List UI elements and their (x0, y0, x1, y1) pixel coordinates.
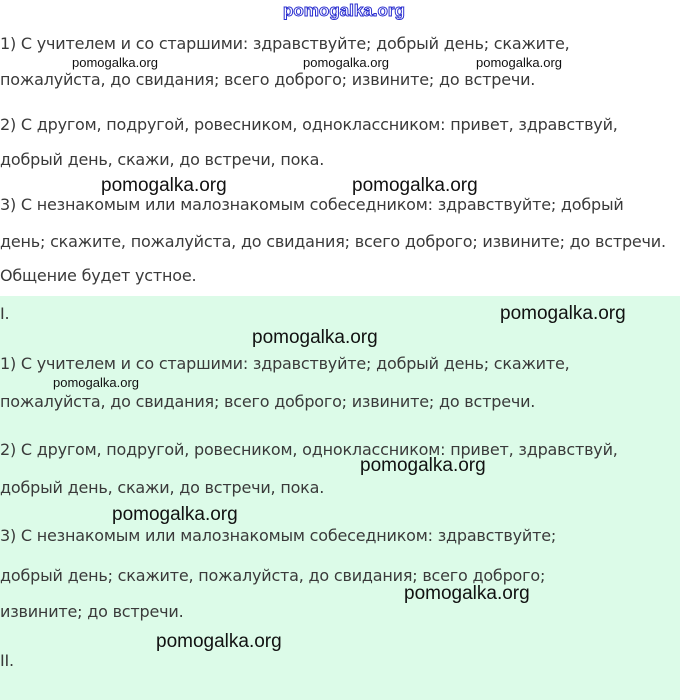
watermark: pomogalka.org (252, 327, 378, 348)
text-line: 2) С другом, подругой, ровесником, одноклассником: привет, здравствуй, (0, 440, 618, 459)
top-text-section (0, 0, 680, 296)
watermark: pomogalka.org (112, 504, 238, 525)
watermark: pomogalka.org (156, 631, 282, 652)
text-line: извините; до встречи. (0, 602, 184, 621)
watermark: pomogalka.org (53, 375, 139, 390)
text-line: 1) С учителем и со старшими: здравствуйте; добрый день; скажите, (0, 354, 570, 373)
watermark: pomogalka.org (476, 55, 562, 70)
text-line: пожалуйста, до свидания; всего доброго; извините; до встречи. (0, 70, 536, 89)
text-line: 1) С учителем и со старшими: здравствуйте; добрый день; скажите, (0, 34, 570, 53)
text-line: 3) С незнакомым или малознакомым собеседником: здравствуйте; добрый (0, 195, 624, 214)
bottom-text-section (0, 296, 680, 700)
watermark: pomogalka.org (303, 55, 389, 70)
section-marker-ii: II. (0, 651, 14, 670)
text-line: добрый день; скажите, пожалуйста, до свидания; всего доброго; (0, 566, 546, 585)
watermark: pomogalka.org (500, 303, 626, 324)
watermark: pomogalka.org (101, 175, 227, 196)
text-line: добрый день, скажи, до встречи, пока. (0, 150, 325, 169)
text-line: добрый день, скажи, до встречи, пока. (0, 478, 325, 497)
text-line: день; скажите, пожалуйста, до свидания; всего доброго; извините; до встречи. (0, 232, 666, 251)
watermark-header: pomogalka.org (283, 1, 405, 20)
watermark: pomogalka.org (404, 583, 530, 604)
watermark: pomogalka.org (352, 175, 478, 196)
watermark: pomogalka.org (72, 55, 158, 70)
section-marker-i: I. (0, 304, 10, 323)
text-line: пожалуйста, до свидания; всего доброго; извините; до встречи. (0, 392, 536, 411)
text-line: 2) С другом, подругой, ровесником, одноклассником: привет, здравствуй, (0, 115, 618, 134)
text-line: Общение будет устное. (0, 266, 197, 285)
watermark: pomogalka.org (360, 455, 486, 476)
text-line: 3) С незнакомым или малознакомым собеседником: здравствуйте; (0, 526, 557, 545)
